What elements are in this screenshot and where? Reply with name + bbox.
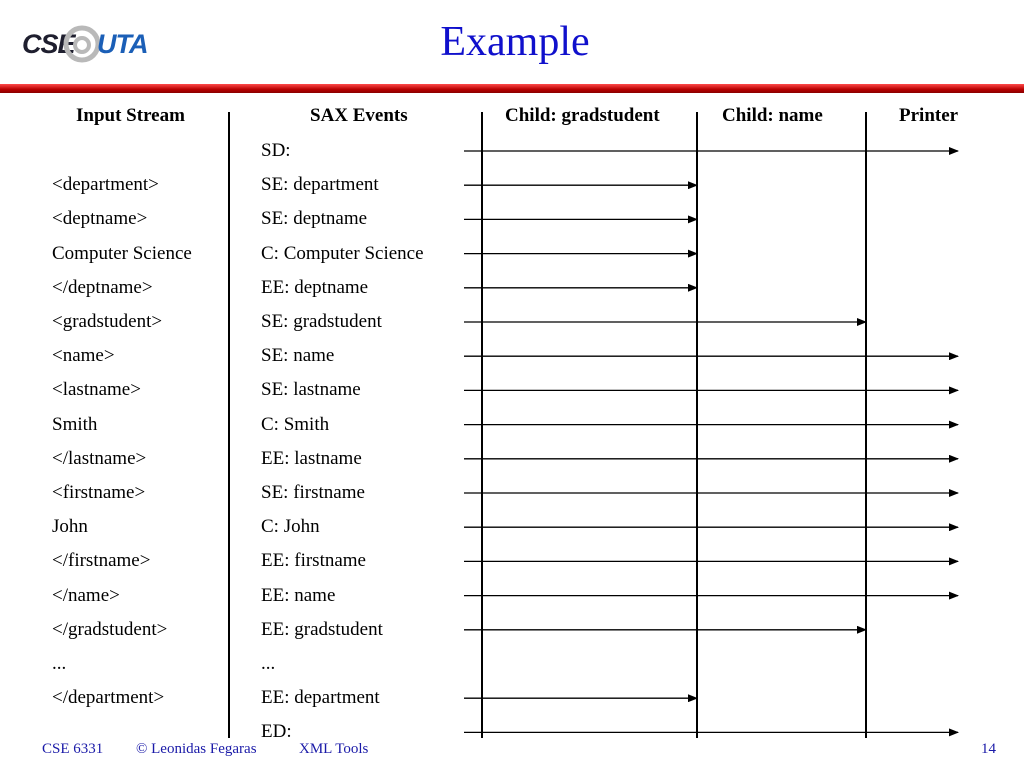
- input-stream-item: </lastname>: [52, 447, 147, 469]
- input-stream-item: <department>: [52, 174, 159, 196]
- input-stream-item: John: [52, 516, 88, 538]
- sax-event-item: EE: gradstudent: [261, 618, 383, 640]
- slide-title: Example: [440, 19, 590, 65]
- sax-event-item: SE: firstname: [261, 482, 365, 503]
- sax-event-item: EE: lastname: [261, 447, 362, 469]
- header-child-gradstudent: Child: gradstudent: [505, 105, 660, 126]
- sax-event-item: SD:: [261, 140, 291, 161]
- input-stream-item: </deptname>: [52, 276, 153, 298]
- sax-event-item: ...: [261, 653, 276, 674]
- input-stream-item: <name>: [52, 345, 115, 367]
- input-stream-item: Smith: [52, 413, 98, 435]
- input-stream-item: </gradstudent>: [52, 618, 168, 640]
- input-stream-item: </firstname>: [52, 550, 151, 572]
- sax-event-item: C: John: [261, 516, 320, 538]
- input-stream-item: Computer Science: [52, 242, 192, 264]
- input-stream-item: <firstname>: [52, 482, 146, 503]
- header-child-name: Child: name: [722, 105, 823, 126]
- sax-event-item: EE: department: [261, 687, 380, 709]
- logo-cse-text: CSE: [22, 29, 75, 59]
- footer-course: CSE 6331: [42, 741, 104, 757]
- sax-event-item: ED:: [261, 721, 292, 743]
- footer-topic: XML Tools: [299, 741, 369, 757]
- sax-event-item: EE: firstname: [261, 550, 366, 572]
- sax-event-item: SE: gradstudent: [261, 311, 382, 332]
- sax-event-item: SE: name: [261, 345, 335, 367]
- input-stream-item: <lastname>: [52, 379, 141, 401]
- sax-event-item: C: Computer Science: [261, 242, 424, 264]
- sax-event-item: SE: deptname: [261, 208, 368, 230]
- logo-uta-text: UTA: [97, 29, 148, 59]
- sax-event-item: SE: lastname: [261, 379, 361, 401]
- input-stream-item: <deptname>: [52, 208, 148, 230]
- input-stream-item: </department>: [52, 687, 165, 709]
- footer-page-number: 14: [981, 741, 996, 757]
- sax-event-item: C: Smith: [261, 413, 330, 435]
- sax-event-item: SE: department: [261, 174, 379, 196]
- sax-event-item: EE: name: [261, 584, 336, 606]
- header-printer: Printer: [899, 105, 959, 126]
- header-sax-events: SAX Events: [310, 105, 408, 126]
- sax-event-item: EE: deptname: [261, 276, 369, 298]
- input-stream-item: </name>: [52, 584, 120, 606]
- header-input-stream: Input Stream: [76, 105, 185, 126]
- input-stream-item: ...: [52, 653, 67, 674]
- footer-author: © Leonidas Fegaras: [136, 741, 257, 757]
- input-stream-item: <gradstudent>: [52, 311, 163, 332]
